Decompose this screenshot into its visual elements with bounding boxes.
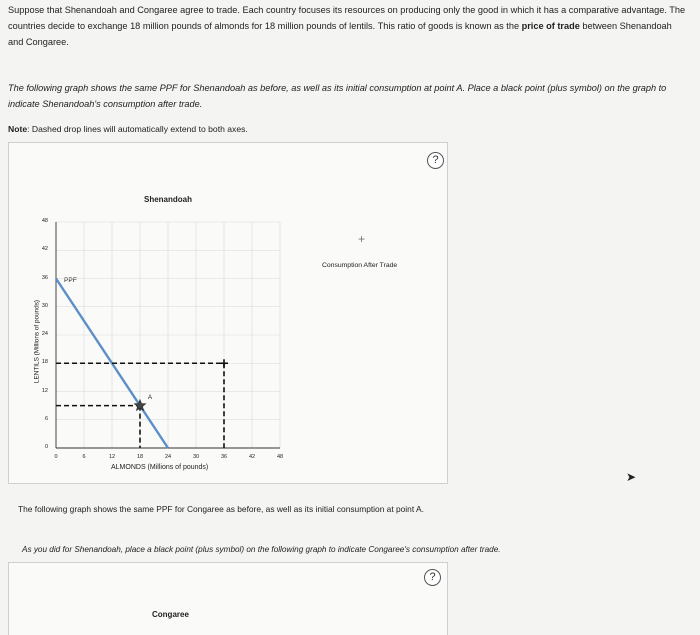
- x-axis-label: ALMONDS (Millions of pounds): [111, 464, 209, 471]
- x-tick-label: 30: [192, 454, 200, 460]
- help-icon[interactable]: ?: [424, 569, 441, 586]
- instruction-shenandoah: The following graph shows the same PPF for Shenandoah as before, as well as its initial consumption at point A. Place a black point (plus symbol) on the graph to indicate Shenandoah's consumption after trade.: [8, 83, 667, 109]
- instruction-congaree-task: As you did for Shenandoah, place a black point (plus symbol) on the following graph to indicate Congaree's consumption after trade.: [22, 545, 501, 554]
- y-tick-label: 0: [44, 444, 48, 450]
- help-icon[interactable]: ?: [427, 152, 444, 169]
- y-tick-label: 24: [41, 331, 48, 337]
- note-label: Note: [8, 124, 28, 134]
- arrow-cursor-icon: ➤: [626, 470, 637, 484]
- graph-title-shenandoah: Shenandoah: [144, 195, 193, 204]
- y-tick-label: 36: [41, 274, 48, 281]
- legend-label: Consumption After Trade: [322, 262, 398, 269]
- y-tick-label: 30: [41, 302, 48, 309]
- point-a-label: A: [148, 395, 153, 401]
- x-tick-label: 36: [220, 454, 228, 460]
- plus-point-tool-icon[interactable]: +: [358, 232, 366, 246]
- graph-title-congaree: Congaree: [152, 610, 189, 619]
- y-tick-label: 42: [41, 246, 48, 253]
- x-tick-label: 12: [108, 454, 116, 460]
- x-tick-label: 48: [276, 454, 284, 460]
- x-tick-label: 6: [82, 454, 86, 460]
- y-tick-label: 48: [41, 218, 48, 224]
- y-tick-label: 12: [41, 387, 48, 394]
- x-tick-label: 0: [54, 454, 58, 460]
- note-body: : Dashed drop lines will automatically extend to both axes.: [27, 124, 248, 134]
- instruction-congaree: The following graph shows the same PPF for Congaree as before, as well as its initial consumption at point A.: [18, 504, 424, 514]
- x-tick-label: 42: [248, 454, 256, 460]
- y-tick-label: 18: [41, 359, 48, 366]
- congaree-graph-panel: [8, 562, 448, 635]
- intro-paragraph: Suppose that Shenandoah and Congaree agree to trade. Each country focuses its resources on producing only the good in which it has a comparative advantage. The countries decide to exchange 18 million pounds of almonds for 18 million pounds of lentils. This ratio of goods is known as the price of trade between Shenandoah and Congaree.: [8, 5, 686, 47]
- ppf-label: PPF: [64, 277, 77, 284]
- x-tick-label: 24: [164, 454, 172, 460]
- y-axis-label: LENTILS (Millions of pounds): [33, 299, 41, 384]
- x-tick-label: 18: [136, 454, 144, 460]
- y-tick-label: 6: [44, 415, 48, 422]
